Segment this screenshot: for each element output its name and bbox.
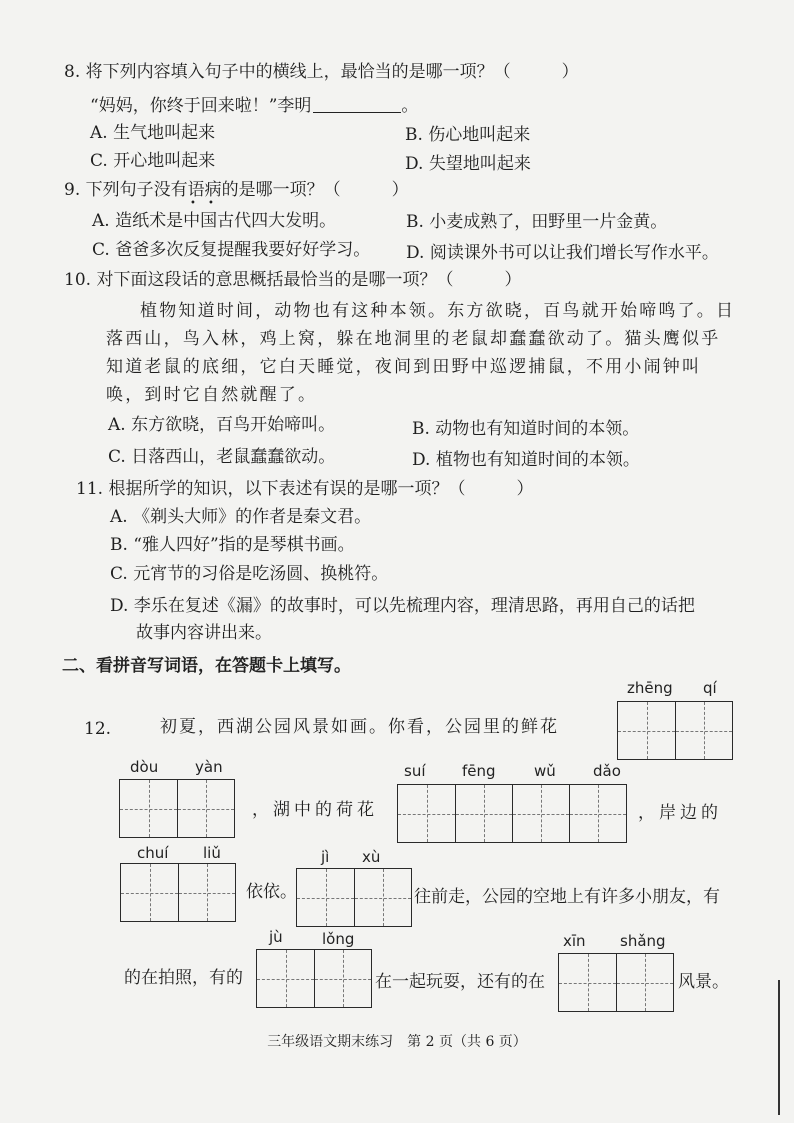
page-footer: 三年级语文期末练习 第 2 页（共 6 页）	[267, 1034, 527, 1050]
answer-grid-jixu	[296, 868, 412, 927]
grid-cell	[120, 780, 177, 837]
q12-text-1: 初夏，西湖公园风景如画。你看，公园里的鲜花	[160, 717, 559, 737]
q8-option-c: C. 开心地叫起来	[90, 151, 216, 171]
grid-cell	[675, 702, 732, 759]
q9-option-b: B. 小麦成熟了，田野里一片金黄。	[406, 212, 668, 232]
q12-text-8: 风景。	[678, 972, 729, 992]
grid-cell	[297, 869, 354, 926]
emphasis-dot-icon: •	[190, 198, 196, 209]
answer-grid-julong	[256, 949, 372, 1008]
q8-answer-blank	[313, 96, 401, 113]
pinyin-shang: shǎng	[620, 932, 666, 950]
q8-sentence	[90, 95, 418, 117]
answer-grid-suifengwudao	[397, 784, 627, 843]
q10-option-a: A. 东方欲晓，百鸟开始啼叫。	[108, 415, 336, 435]
q8-sentence-before: “妈妈，你终于回来啦！”李明	[90, 96, 312, 116]
pinyin-chui: chuí	[137, 844, 169, 862]
q9-option-c: C. 爸爸多次反复提醒我要好好学习。	[92, 240, 371, 260]
grid-cell	[177, 780, 234, 837]
pinyin-yan: yàn	[195, 758, 223, 776]
pinyin-ji: jì	[321, 848, 330, 866]
grid-cell	[398, 785, 455, 842]
q12-text-3: ，岸边的	[638, 803, 722, 823]
grid-cell	[455, 785, 512, 842]
answer-grid-xinshang	[558, 953, 674, 1012]
q11-option-a: A. 《剃头大师》的作者是秦文君。	[110, 507, 372, 527]
answer-grid-chuiliu	[120, 863, 236, 922]
q8-sentence-after: 。	[401, 96, 419, 116]
grid-cell	[618, 702, 675, 759]
q12-text-4: 依依。	[246, 882, 297, 902]
pinyin-feng: fēng	[462, 762, 496, 780]
grid-cell	[314, 950, 371, 1007]
q11-option-d-cont: 故事内容讲出来。	[136, 623, 272, 643]
pinyin-sui: suí	[404, 762, 426, 780]
q11-stem: 11. 根据所学的知识，以下表述有误的是哪一项？（ ）	[76, 479, 534, 499]
pinyin-long: lǒng	[322, 930, 355, 948]
q8-stem: 8. 将下列内容填入句子中的横线上，最恰当的是哪一项？（ ）	[64, 62, 579, 82]
q10-option-b: B. 动物也有知道时间的本领。	[412, 419, 640, 439]
q11-option-b: B. “雅人四好”指的是琴棋书画。	[110, 535, 355, 555]
q10-passage: 植物知道时间，动物也有这种本领。东方欲晓，百鸟就开始啼鸣了。日落西山，鸟入林，鸡上窝，躲在地洞里的老鼠却蠢蠢欲动了。猫头鹰似乎知道老鼠的底细，它白天睡觉，夜间到田野中巡逻捕鼠，不用小闹钟叫唤，到时它自然就醒了。	[106, 301, 736, 405]
grid-cell	[354, 869, 411, 926]
grid-cell	[569, 785, 626, 842]
q9-stem: 9. 下列句子没有语病的是哪一项？（ ）	[64, 180, 409, 200]
grid-cell	[616, 954, 673, 1011]
pinyin-wu: wǔ	[534, 762, 556, 780]
q12-number: 12.	[84, 719, 112, 739]
pinyin-qi: qí	[703, 679, 717, 697]
pinyin-xu: xù	[362, 848, 381, 866]
pinyin-zheng: zhēng	[627, 679, 673, 697]
q8-option-d: D. 失望地叫起来	[405, 154, 531, 174]
answer-grid-zhengqi	[617, 701, 733, 760]
pinyin-dao: dǎo	[593, 762, 621, 780]
page-edge-divider	[778, 980, 780, 1115]
q12-text-6: 的在拍照，有的	[124, 968, 243, 988]
q12-text-5: 往前走，公园的空地上有许多小朋友，有	[414, 887, 720, 907]
answer-grid-douyan	[119, 779, 235, 838]
grid-cell	[257, 950, 314, 1007]
emphasis-dot-icon: •	[208, 198, 214, 209]
q10-option-c: C. 日落西山，老鼠蠢蠢欲动。	[108, 447, 336, 467]
grid-cell	[178, 864, 235, 921]
pinyin-liu: liǔ	[203, 844, 221, 862]
section2-title: 二、看拼音写词语，在答题卡上填写。	[62, 656, 351, 676]
grid-cell	[559, 954, 616, 1011]
q10-option-d: D. 植物也有知道时间的本领。	[412, 450, 640, 470]
grid-cell	[512, 785, 569, 842]
q9-option-d: D. 阅读课外书可以让我们增长写作水平。	[406, 243, 719, 263]
pinyin-dou: dòu	[130, 758, 159, 776]
q12-text-2: ，湖中的荷花	[252, 800, 378, 820]
pinyin-ju: jù	[269, 928, 283, 946]
q12-text-7: 在一起玩耍，还有的在	[375, 972, 545, 992]
q11-option-d: D. 李乐在复述《漏》的故事时，可以先梳理内容，理清思路，再用自己的话把	[110, 596, 695, 616]
pinyin-xin: xīn	[563, 932, 586, 950]
grid-cell	[121, 864, 178, 921]
q8-option-b: B. 伤心地叫起来	[405, 125, 531, 145]
q9-option-a: A. 造纸术是中国古代四大发明。	[92, 211, 337, 231]
q10-stem: 10. 对下面这段话的意思概括最恰当的是哪一项？（ ）	[64, 270, 522, 290]
q8-option-a: A. 生气地叫起来	[90, 123, 216, 143]
q11-option-c: C. 元宵节的习俗是吃汤圆、换桃符。	[110, 564, 389, 584]
